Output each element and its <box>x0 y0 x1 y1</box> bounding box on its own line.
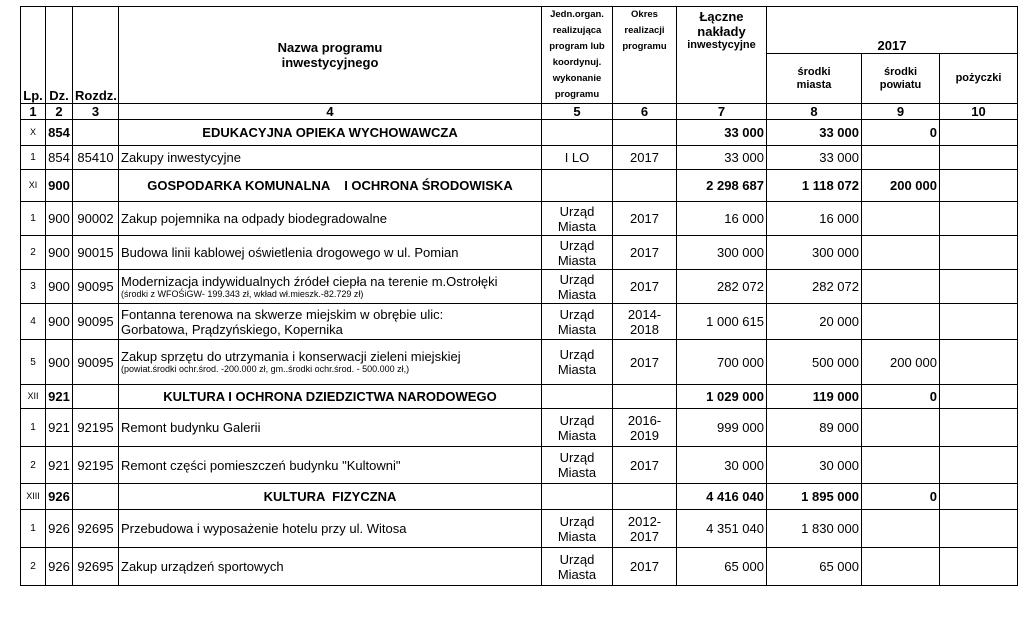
section-row <box>21 120 1018 146</box>
row-miasta: 16 000 <box>767 202 862 236</box>
program-name: Remont części pomieszczeń budynku "Kultowni" <box>121 457 401 473</box>
section-pozyczki <box>940 170 1018 202</box>
row-rozdz: 92195 <box>73 447 119 484</box>
program-note: (powiat.środki ochr.środ. -200.000 zł, gm..środki ochr.środ. - 500.000 zł,) <box>121 364 410 374</box>
row-program-name <box>119 236 542 270</box>
section-total: 33 000 <box>677 120 767 146</box>
row-unit: Urząd Miasta <box>542 510 613 548</box>
section-roman: XII <box>21 385 46 409</box>
section-rozdz <box>73 385 119 409</box>
column-number: 8 <box>767 104 862 120</box>
section-title: GOSPODARKA KOMUNALNA I OCHRONA ŚRODOWISKA <box>119 170 542 202</box>
program-name: Fontanna terenowa na skwerze miejskim w obrębie ulic: <box>121 306 444 322</box>
header-lp: Lp. <box>21 7 46 104</box>
row-dz: 926 <box>46 510 73 548</box>
row-program-name <box>119 146 542 170</box>
section-powiatu: 0 <box>862 484 940 510</box>
row-miasta: 282 072 <box>767 270 862 304</box>
row-rozdz: 90095 <box>73 270 119 304</box>
section-unit <box>542 484 613 510</box>
row-dz: 900 <box>46 202 73 236</box>
row-miasta: 33 000 <box>767 146 862 170</box>
section-pozyczki <box>940 120 1018 146</box>
program-name: Zakupy inwestycyjne <box>121 150 241 165</box>
program-name: Modernizacja indywidualnych źródeł ciepła na terenie m.Ostrołęki <box>121 273 498 289</box>
row-powiatu <box>862 270 940 304</box>
row-period: 2017 <box>613 202 677 236</box>
row-dz: 900 <box>46 236 73 270</box>
table-row <box>21 202 1018 236</box>
table-row <box>21 146 1018 170</box>
section-miasta: 119 000 <box>767 385 862 409</box>
section-total: 1 029 000 <box>677 385 767 409</box>
table-row <box>21 409 1018 447</box>
section-powiatu: 200 000 <box>862 170 940 202</box>
section-title: EDUKACYJNA OPIEKA WYCHOWAWCZA <box>119 120 542 146</box>
table-row <box>21 304 1018 340</box>
row-pozyczki <box>940 409 1018 447</box>
section-period <box>613 484 677 510</box>
row-program-name <box>119 510 542 548</box>
program-name-line2: Gorbatowa, Prądzyńskiego, Kopernika <box>121 321 343 337</box>
row-pozyczki <box>940 236 1018 270</box>
section-pozyczki <box>940 484 1018 510</box>
section-unit <box>542 385 613 409</box>
row-dz: 854 <box>46 146 73 170</box>
table-row <box>21 270 1018 304</box>
section-dz: 854 <box>46 120 73 146</box>
row-total: 4 351 040 <box>677 510 767 548</box>
row-dz: 900 <box>46 270 73 304</box>
section-period <box>613 120 677 146</box>
program-name: Budowa linii kablowej oświetlenia drogowego w ul. Pomian <box>121 245 459 260</box>
row-rozdz: 90095 <box>73 340 119 385</box>
row-lp: 1 <box>21 146 46 170</box>
row-pozyczki <box>940 146 1018 170</box>
row-miasta: 500 000 <box>767 340 862 385</box>
section-title: KULTURA I OCHRONA DZIEDZICTWA NARODOWEGO <box>119 385 542 409</box>
row-dz: 900 <box>46 340 73 385</box>
row-period: 2017 <box>613 236 677 270</box>
row-unit: Urząd Miasta <box>542 409 613 447</box>
section-powiatu: 0 <box>862 385 940 409</box>
section-dz: 921 <box>46 385 73 409</box>
section-row <box>21 170 1018 202</box>
column-number: 2 <box>46 104 73 120</box>
section-roman: XI <box>21 170 46 202</box>
row-powiatu <box>862 304 940 340</box>
row-total: 30 000 <box>677 447 767 484</box>
row-rozdz: 90015 <box>73 236 119 270</box>
program-name: Remont budynku Galerii <box>121 420 261 435</box>
column-number: 9 <box>862 104 940 120</box>
column-number: 5 <box>542 104 613 120</box>
header-program-name: Nazwa programu inwestycyjnego <box>119 7 542 104</box>
header-dz: Dz. <box>46 7 73 104</box>
program-note: (środki z WFOŚiGW- 199.343 zł, wkład wł.mieszk.-82.729 zł) <box>121 288 364 299</box>
section-roman: XIII <box>21 484 46 510</box>
row-rozdz: 92195 <box>73 409 119 447</box>
table-row <box>21 236 1018 270</box>
row-unit: Urząd Miasta <box>542 340 613 385</box>
section-unit <box>542 170 613 202</box>
section-roman: X <box>21 120 46 146</box>
row-pozyczki <box>940 447 1018 484</box>
section-rozdz <box>73 170 119 202</box>
row-unit: Urząd Miasta <box>542 202 613 236</box>
row-period: 2012- 2017 <box>613 510 677 548</box>
row-lp: 2 <box>21 447 46 484</box>
row-period: 2017 <box>613 548 677 586</box>
row-dz: 921 <box>46 447 73 484</box>
section-miasta: 33 000 <box>767 120 862 146</box>
row-period: 2017 <box>613 146 677 170</box>
row-miasta: 300 000 <box>767 236 862 270</box>
row-period: 2016- 2019 <box>613 409 677 447</box>
row-lp: 1 <box>21 510 46 548</box>
section-powiatu: 0 <box>862 120 940 146</box>
row-period: 2017 <box>613 447 677 484</box>
row-lp: 4 <box>21 304 46 340</box>
row-total: 300 000 <box>677 236 767 270</box>
section-rozdz <box>73 120 119 146</box>
row-powiatu <box>862 236 940 270</box>
column-number: 10 <box>940 104 1018 120</box>
row-miasta: 1 830 000 <box>767 510 862 548</box>
row-period: 2017 <box>613 270 677 304</box>
row-dz: 921 <box>46 409 73 447</box>
section-dz: 900 <box>46 170 73 202</box>
section-row <box>21 385 1018 409</box>
row-powiatu <box>862 510 940 548</box>
row-rozdz: 90095 <box>73 304 119 340</box>
row-rozdz: 90002 <box>73 202 119 236</box>
row-pozyczki <box>940 510 1018 548</box>
header-pozyczki: pożyczki <box>940 54 1018 104</box>
row-period: 2017 <box>613 340 677 385</box>
row-rozdz: 92695 <box>73 548 119 586</box>
row-program-name <box>119 340 542 385</box>
row-rozdz: 92695 <box>73 510 119 548</box>
row-miasta: 30 000 <box>767 447 862 484</box>
row-miasta: 20 000 <box>767 304 862 340</box>
row-program-name <box>119 548 542 586</box>
row-lp: 1 <box>21 409 46 447</box>
row-miasta: 89 000 <box>767 409 862 447</box>
section-unit <box>542 120 613 146</box>
row-dz: 900 <box>46 304 73 340</box>
row-lp: 5 <box>21 340 46 385</box>
row-lp: 3 <box>21 270 46 304</box>
section-period <box>613 385 677 409</box>
row-powiatu <box>862 202 940 236</box>
header-srodki-powiatu: środki powiatu <box>862 54 940 104</box>
row-lp: 2 <box>21 548 46 586</box>
section-total: 4 416 040 <box>677 484 767 510</box>
table-row <box>21 340 1018 385</box>
section-rozdz <box>73 484 119 510</box>
section-dz: 926 <box>46 484 73 510</box>
row-powiatu <box>862 548 940 586</box>
row-unit: Urząd Miasta <box>542 447 613 484</box>
section-miasta: 1 895 000 <box>767 484 862 510</box>
row-total: 700 000 <box>677 340 767 385</box>
row-program-name <box>119 202 542 236</box>
row-dz: 926 <box>46 548 73 586</box>
header-srodki-miasta: środki miasta <box>767 54 862 104</box>
program-name: Zakup sprzętu do utrzymania i konserwacji zieleni miejskiej <box>121 349 461 364</box>
header-row-top <box>21 7 1018 54</box>
row-period: 2014- 2018 <box>613 304 677 340</box>
row-powiatu: 200 000 <box>862 340 940 385</box>
row-unit: Urząd Miasta <box>542 236 613 270</box>
row-rozdz: 85410 <box>73 146 119 170</box>
row-powiatu <box>862 146 940 170</box>
program-name: Zakup pojemnika na odpady biodegradowalne <box>121 211 387 226</box>
section-period <box>613 170 677 202</box>
program-name: Zakup urządzeń sportowych <box>121 559 284 574</box>
table-row <box>21 510 1018 548</box>
row-pozyczki <box>940 340 1018 385</box>
row-program-name <box>119 409 542 447</box>
row-total: 65 000 <box>677 548 767 586</box>
row-pozyczki <box>940 548 1018 586</box>
table-row <box>21 548 1018 586</box>
column-number: 1 <box>21 104 46 120</box>
column-number: 3 <box>73 104 119 120</box>
column-number: 6 <box>613 104 677 120</box>
table-row <box>21 447 1018 484</box>
row-total: 282 072 <box>677 270 767 304</box>
row-total: 1 000 615 <box>677 304 767 340</box>
row-total: 33 000 <box>677 146 767 170</box>
header-total-outlays: Łączne nakłady inwestycyjne <box>677 7 767 104</box>
header-unit: Jedn.organ. realizująca program lub koordynuj. wykonanie programu <box>542 7 613 104</box>
row-lp: 1 <box>21 202 46 236</box>
row-program-name <box>119 447 542 484</box>
section-total: 2 298 687 <box>677 170 767 202</box>
header-rozdz: Rozdz. <box>73 7 119 104</box>
row-program-name <box>119 304 542 340</box>
header-period: Okres realizacji programu <box>613 7 677 104</box>
row-unit: Urząd Miasta <box>542 548 613 586</box>
section-pozyczki <box>940 385 1018 409</box>
row-pozyczki <box>940 270 1018 304</box>
row-program-name <box>119 270 542 304</box>
row-pozyczki <box>940 304 1018 340</box>
row-powiatu <box>862 409 940 447</box>
program-name: Przebudowa i wyposażenie hotelu przy ul. Witosa <box>121 521 407 536</box>
header-year: 2017 <box>767 7 1018 54</box>
row-total: 16 000 <box>677 202 767 236</box>
row-unit: I LO <box>542 146 613 170</box>
section-title: KULTURA FIZYCZNA <box>119 484 542 510</box>
row-total: 999 000 <box>677 409 767 447</box>
row-powiatu <box>862 447 940 484</box>
row-pozyczki <box>940 202 1018 236</box>
section-row <box>21 484 1018 510</box>
column-number: 4 <box>119 104 542 120</box>
row-miasta: 65 000 <box>767 548 862 586</box>
row-lp: 2 <box>21 236 46 270</box>
column-number-row <box>21 104 1018 120</box>
row-unit: Urząd Miasta <box>542 270 613 304</box>
investment-table <box>20 6 1018 586</box>
row-unit: Urząd Miasta <box>542 304 613 340</box>
section-miasta: 1 118 072 <box>767 170 862 202</box>
column-number: 7 <box>677 104 767 120</box>
